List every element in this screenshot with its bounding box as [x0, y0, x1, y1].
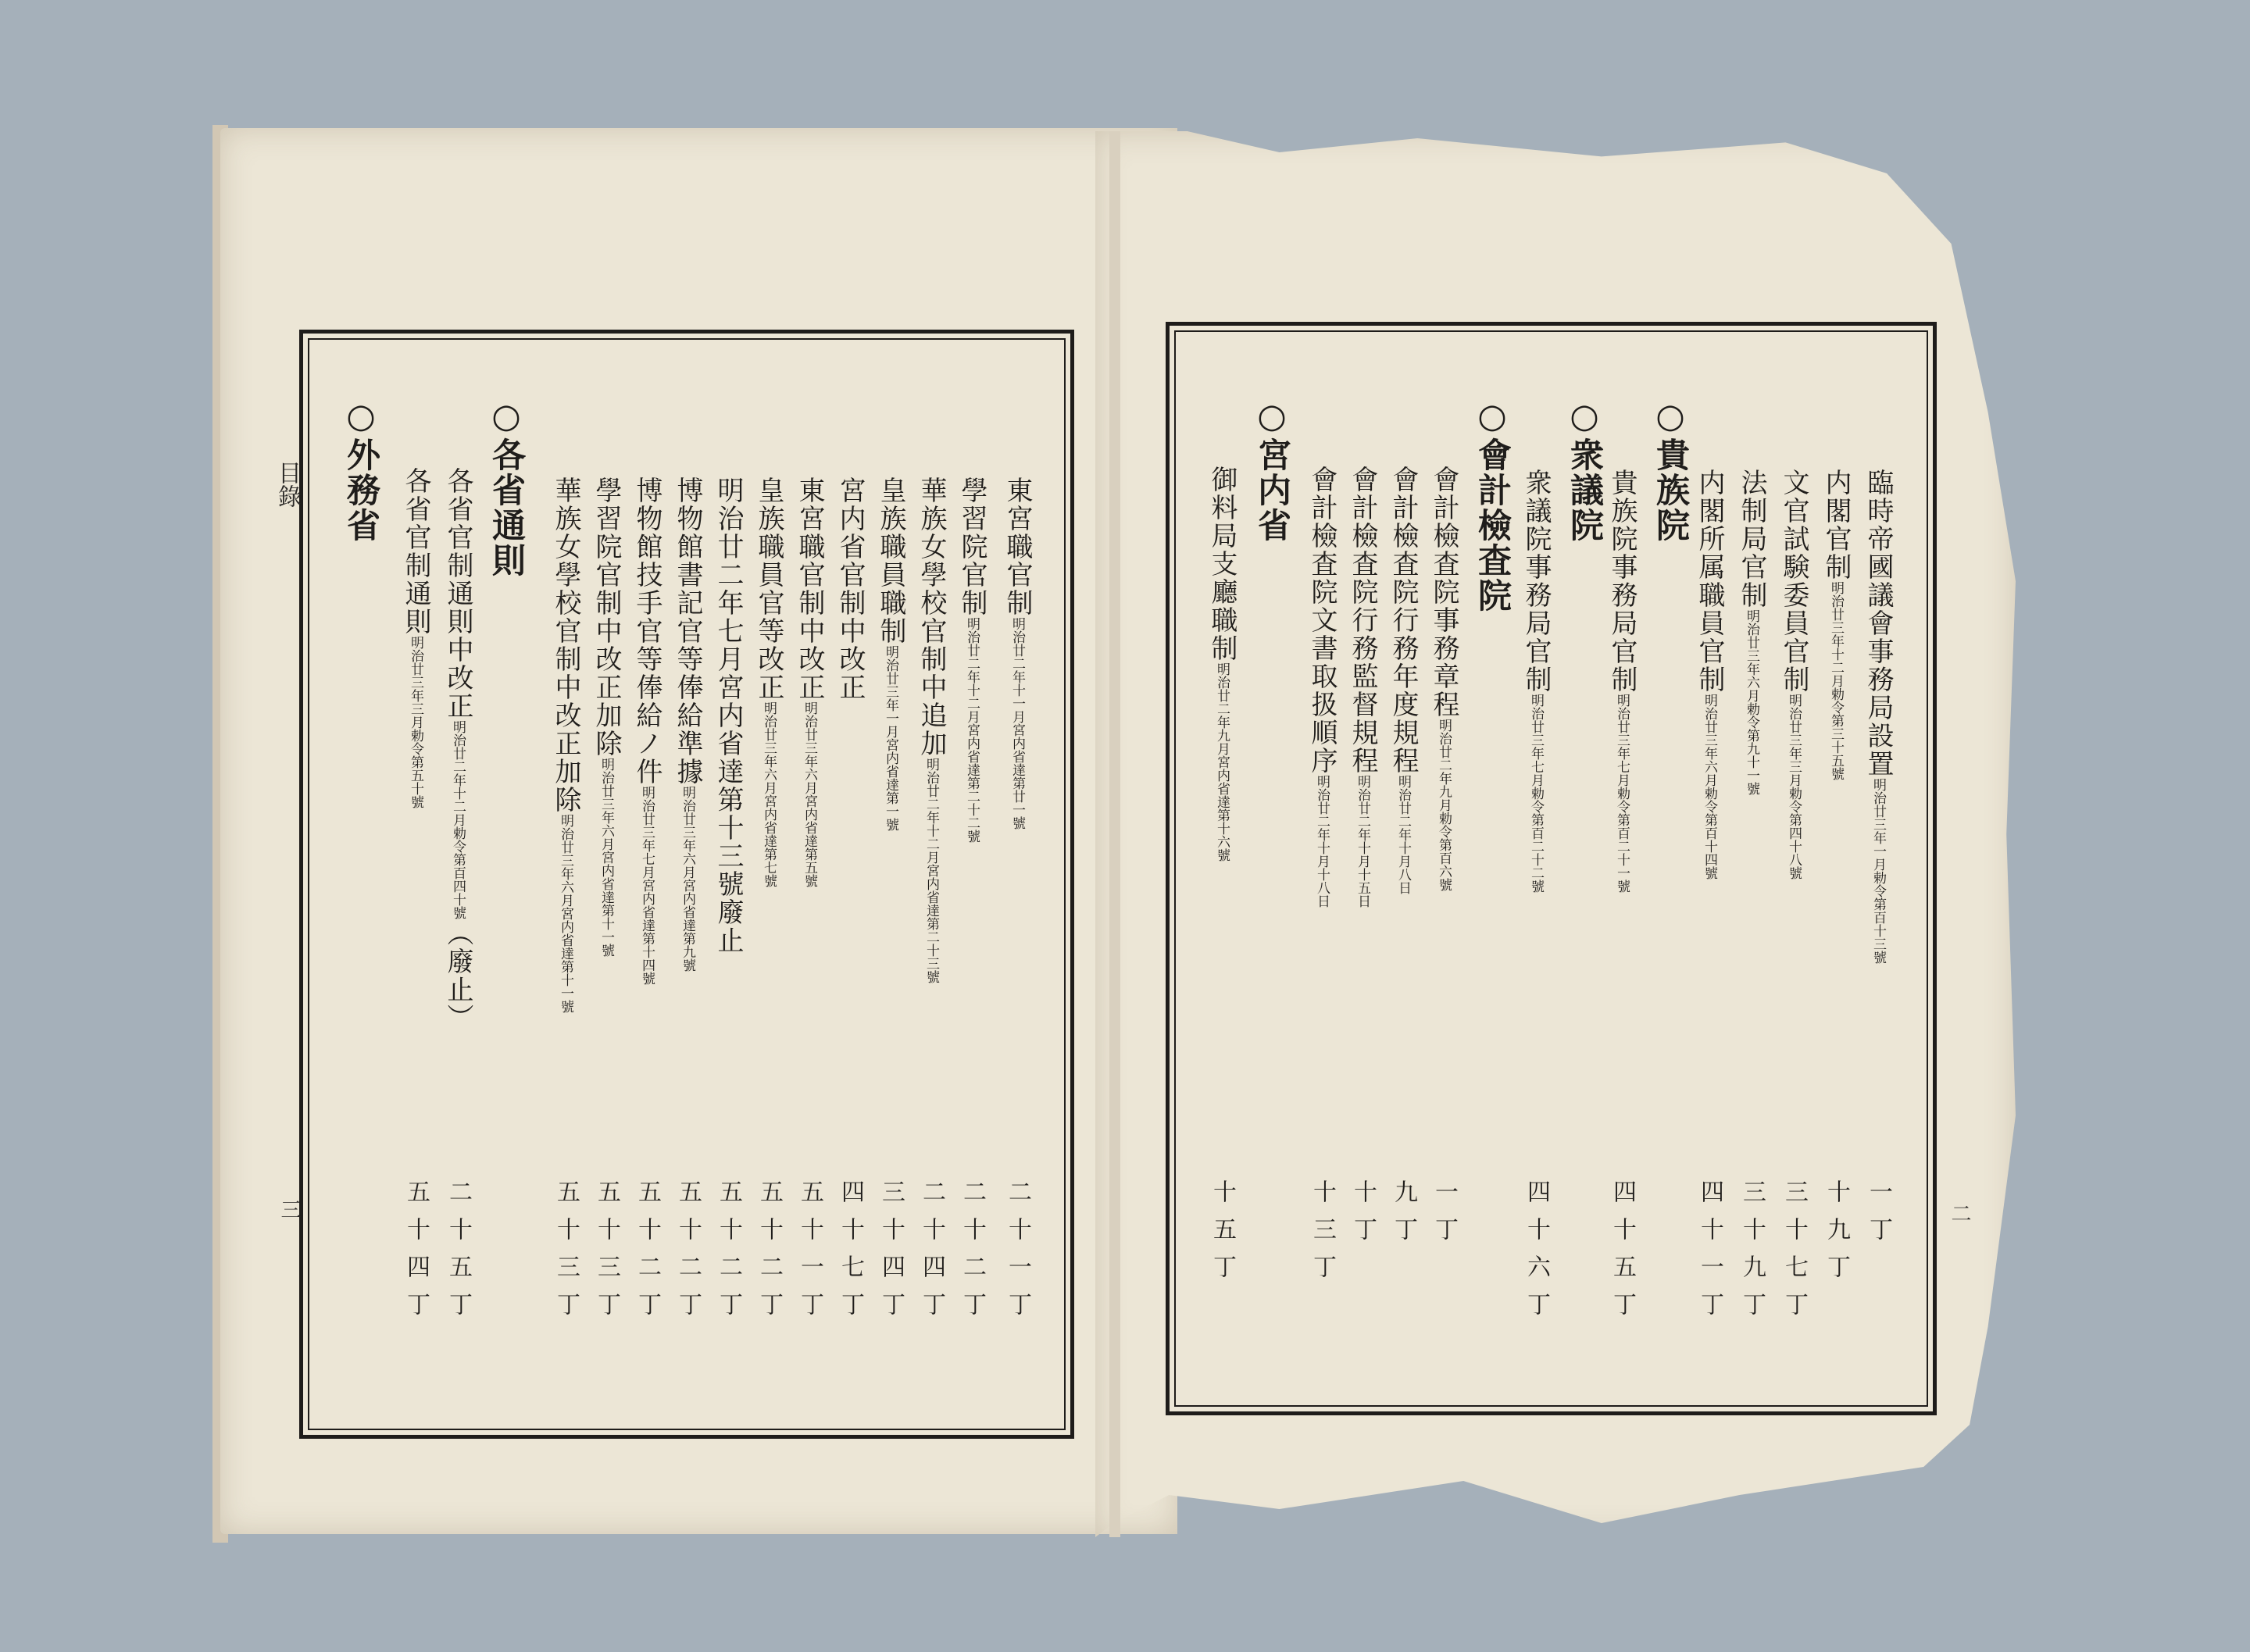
entry-note: 明治廿二年九月勅令第百六號	[1436, 719, 1452, 891]
kakusho-entry	[397, 467, 435, 808]
entry-page-number: 二十一丁	[1004, 1179, 1031, 1329]
entry-note: 明治廿三年三月勅令第五十號	[408, 636, 423, 808]
entry-note: 明治廿三年七月勅令第百二十二號	[1528, 694, 1544, 893]
entry-note: 明治廿二年十二月宮内省達第二十二號	[964, 617, 980, 843]
entry-title: 博物館技手官等俸給ノ件	[631, 476, 662, 786]
entry-page-number: 五十三丁	[552, 1179, 580, 1329]
right-entry	[1859, 469, 1898, 964]
entry-title: 文官試験委員官制	[1778, 469, 1809, 694]
entry-title: 御料局支廳職制	[1206, 466, 1238, 662]
entry-page-number: 十三丁	[1309, 1179, 1336, 1292]
entry-page-number: 十五丁	[1209, 1179, 1236, 1292]
entry-note: 明治廿三年六月宮内省達第七號	[761, 701, 777, 887]
entry-page-number: 二十二丁	[959, 1179, 986, 1329]
entry-title: 華族女學校官制中改正加除	[550, 476, 581, 814]
entry-title: 博物館書記官等俸給準據	[672, 476, 703, 786]
kaikei-entry	[1303, 466, 1341, 908]
left-entry	[998, 476, 1037, 830]
kaikei-entry	[1344, 466, 1382, 908]
spine-shadow	[1109, 131, 1120, 1537]
right-entry	[1817, 469, 1855, 780]
entry-note: 明治廿二年十二月宮内省達第二十三號	[923, 758, 939, 983]
entry-title: 東宮職官制中改正	[794, 476, 825, 701]
entry-page-number: 五十二丁	[634, 1179, 661, 1329]
entry-title: 會計檢査院文書取扱順序	[1306, 466, 1338, 775]
entry-page-number: 五十四丁	[402, 1179, 430, 1329]
entry-page-number: 十丁	[1349, 1179, 1377, 1254]
left-folio: 三	[277, 1199, 301, 1219]
section-shugi: ○衆議院	[1565, 397, 1604, 543]
entry-note: 明治廿三年六月宮内省達第十一號	[558, 814, 573, 1013]
entry-title: 明治廿二年七月宮内省達第十三號廢止	[712, 476, 744, 954]
entry-note: 明治廿三年六月勅令第九十一號	[1744, 609, 1759, 795]
entry-title: 皇族職員職制	[875, 476, 906, 645]
entry-note: 明治廿二年九月宮内省達第十六號	[1214, 662, 1230, 862]
left-header: 目錄	[273, 461, 301, 508]
entry-page-number: 五十二丁	[715, 1179, 742, 1329]
entry-page-number: 三十四丁	[877, 1179, 905, 1329]
entry-note: 明治廿三年三月勅令第四十八號	[1786, 694, 1802, 880]
kaikei-entry	[1384, 466, 1423, 894]
entry-suffix: （廢止）	[442, 919, 473, 1032]
entry-page-number: 十九丁	[1823, 1179, 1850, 1292]
entry-note: 明治廿三年一月勅令第百十三號	[1870, 778, 1886, 964]
section-kunai: ○宮内省	[1252, 397, 1291, 543]
section-kaikei: ○會計檢査院	[1473, 397, 1512, 613]
entry-title: 會計檢査院事務章程	[1428, 466, 1459, 719]
entry-title: 東宮職官制	[1002, 476, 1033, 617]
left-entry	[791, 476, 829, 887]
left-entry	[750, 476, 788, 887]
entry-note: 明治廿二年十一月宮内省達第廿一號	[1009, 617, 1025, 830]
kunai-entry	[1203, 466, 1241, 862]
entry-title: 宮内省官制中改正	[834, 476, 866, 701]
kaikei-entry	[1425, 466, 1463, 891]
entry-page-number: 四十五丁	[1609, 1179, 1636, 1329]
entry-title: 各省官制通則中改正	[442, 467, 473, 720]
entry-page-number: 四十一丁	[1696, 1179, 1723, 1329]
entry-title: 内閣所属職員官制	[1694, 469, 1725, 694]
entry-page-number: 一丁	[1430, 1179, 1458, 1254]
entry-note: 明治廿三年六月宮内省達第五號	[802, 701, 817, 887]
left-entry	[588, 476, 626, 957]
section-gaimu: ○外務省	[341, 397, 380, 543]
left-entry	[912, 476, 951, 983]
right-entry	[1775, 469, 1813, 880]
entry-page-number: 二十五丁	[445, 1179, 472, 1329]
entry-page-number: 四十六丁	[1523, 1179, 1550, 1329]
entry-note: 明治廿三年七月宮内省達第十四號	[639, 786, 655, 985]
entry-title: 皇族職員官等改正	[753, 476, 784, 701]
right-entry	[1691, 469, 1729, 880]
entry-page-number: 三十九丁	[1738, 1179, 1766, 1329]
right-entry	[1733, 469, 1771, 795]
entry-note: 明治廿三年十二月勅令第三十五號	[1828, 581, 1844, 780]
entry-page-number: 五十二丁	[674, 1179, 702, 1329]
entry-note: 明治廿三年六月宮内省達第九號	[680, 786, 695, 972]
entry-title: 衆議院事務局官制	[1520, 469, 1552, 694]
entry-note: 明治廿二年十月十八日	[1314, 775, 1330, 908]
entry-title: 貴族院事務局官制	[1606, 469, 1638, 694]
entry-title: 學習院官制中改正加除	[591, 476, 622, 758]
entry-title: 各省官制通則	[400, 467, 431, 636]
left-entry	[709, 476, 748, 954]
entry-page-number: 三十七丁	[1780, 1179, 1808, 1329]
left-entry	[953, 476, 991, 843]
entry-page-number: 五十二丁	[755, 1179, 783, 1329]
entry-note: 明治廿三年六月宮内省達第十一號	[598, 758, 614, 957]
section-kakusho: ○各省通則	[487, 397, 526, 578]
entry-title: 内閣官制	[1820, 469, 1852, 581]
entry-note: 明治廿二年十月十五日	[1355, 775, 1370, 908]
entry-title: 學習院官制	[956, 476, 988, 617]
left-entry	[628, 476, 666, 985]
entry-note: 明治廿二年十月八日	[1395, 775, 1411, 894]
entry-page-number: 九丁	[1390, 1179, 1417, 1254]
entry-title: 法制局官制	[1736, 469, 1767, 609]
entry-page-number: 五十一丁	[796, 1179, 823, 1329]
entry-title: 會計檢査院行務監督規程	[1347, 466, 1378, 775]
kizoku-entry	[1603, 469, 1641, 893]
right-folio: 二	[1948, 1203, 1971, 1223]
left-entry	[831, 476, 870, 701]
left-entry	[669, 476, 707, 972]
left-entry	[872, 476, 910, 831]
entry-page-number: 二十四丁	[918, 1179, 945, 1329]
entry-page-number: 五十三丁	[593, 1179, 620, 1329]
entry-page-number: 一丁	[1865, 1179, 1892, 1254]
entry-title: 華族女學校官制中追加	[916, 476, 947, 758]
entry-note: 明治廿二年十二月勅令第百四十號	[450, 720, 466, 919]
entry-title: 會計檢査院行務年度規程	[1388, 466, 1419, 775]
shugi-entry	[1517, 469, 1555, 893]
entry-note: 明治廿三年六月勅令第百十四號	[1702, 694, 1717, 880]
entry-page-number: 四十七丁	[837, 1179, 864, 1329]
entry-note: 明治廿三年一月宮内省達第一號	[883, 645, 898, 831]
section-kizoku: ○貴族院	[1651, 397, 1690, 543]
entry-title: 臨時帝國議會事務局設置	[1862, 469, 1894, 778]
kakusho-entry	[439, 467, 477, 1032]
entry-note: 明治廿三年七月勅令第百二十一號	[1614, 694, 1630, 893]
left-entry	[547, 476, 585, 1013]
